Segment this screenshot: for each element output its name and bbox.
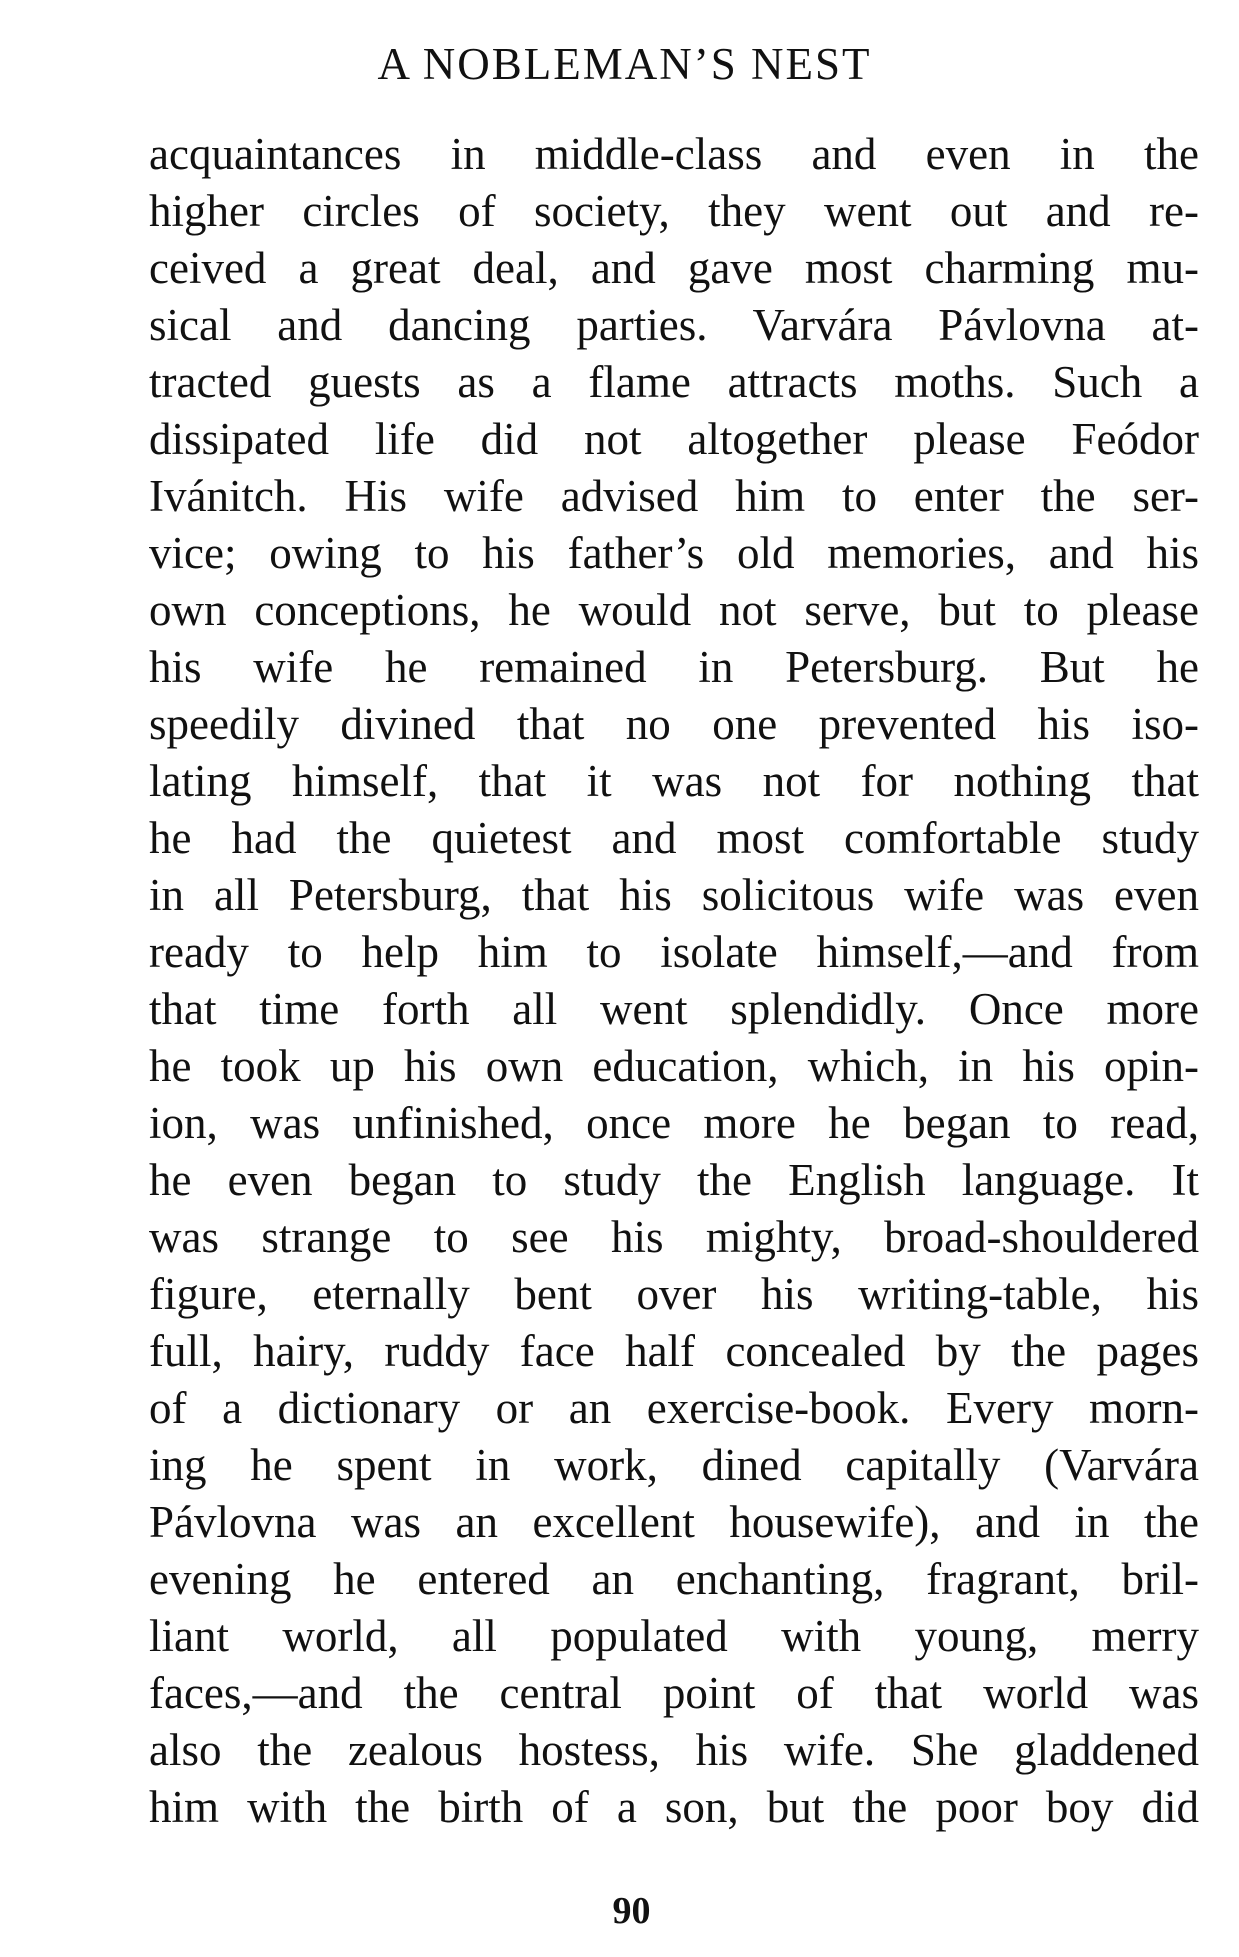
text-line: liant world, all populated with young, merry [149,1611,1199,1661]
text-line: him with the birth of a son, but the poor boy did [149,1782,1199,1832]
text-line: Pávlovna was an excellent housewife), and in the [149,1497,1199,1547]
body-text [149,126,1199,1836]
text-line: figure, eternally bent over his writing-table, his [149,1269,1199,1319]
text-line: also the zealous hostess, his wife. She gladdened [149,1725,1199,1775]
text-line: Ivánitch. His wife advised him to enter the ser- [149,471,1199,521]
text-line: faces,—and the central point of that world was [149,1668,1199,1718]
text-line: vice; owing to his father’s old memories, and his [149,528,1199,578]
text-line: evening he entered an enchanting, fragrant, bril- [149,1554,1199,1604]
text-line: he took up his own education, which, in his opin- [149,1041,1199,1091]
page-number: 90 [612,1890,651,1932]
text-line: that time forth all went splendidly. Once more [149,984,1199,1034]
text-line: tracted guests as a flame attracts moths. Such a [149,357,1199,407]
text-line: he had the quietest and most comfortable study [149,813,1199,863]
text-line: of a dictionary or an exercise-book. Every morn- [149,1383,1199,1433]
text-line: his wife he remained in Petersburg. But he [149,642,1199,692]
text-line: own conceptions, he would not serve, but to please [149,585,1199,635]
text-line: higher circles of society, they went out and re- [149,186,1199,236]
text-line: speedily divined that no one prevented his iso- [149,699,1199,749]
text-line: acquaintances in middle-class and even in the [149,129,1199,179]
text-line: ready to help him to isolate himself,—and from [149,927,1199,977]
text-line: ing he spent in work, dined capitally (Varvára [149,1440,1199,1490]
text-line: dissipated life did not altogether please Feódor [149,414,1199,464]
text-line: ion, was unfinished, once more he began to read, [149,1098,1199,1148]
text-line: was strange to see his mighty, broad-shouldered [149,1212,1199,1262]
text-line: sical and dancing parties. Varvára Pávlovna at- [149,300,1199,350]
text-line: ceived a great deal, and gave most charming mu- [149,243,1199,293]
text-line: he even began to study the English language. It [149,1155,1199,1205]
running-head: A NOBLEMAN’S NEST [377,39,872,89]
text-line: in all Petersburg, that his solicitous wife was even [149,870,1199,920]
text-line: lating himself, that it was not for nothing that [149,756,1199,806]
text-line: full, hairy, ruddy face half concealed by the pages [149,1326,1199,1376]
